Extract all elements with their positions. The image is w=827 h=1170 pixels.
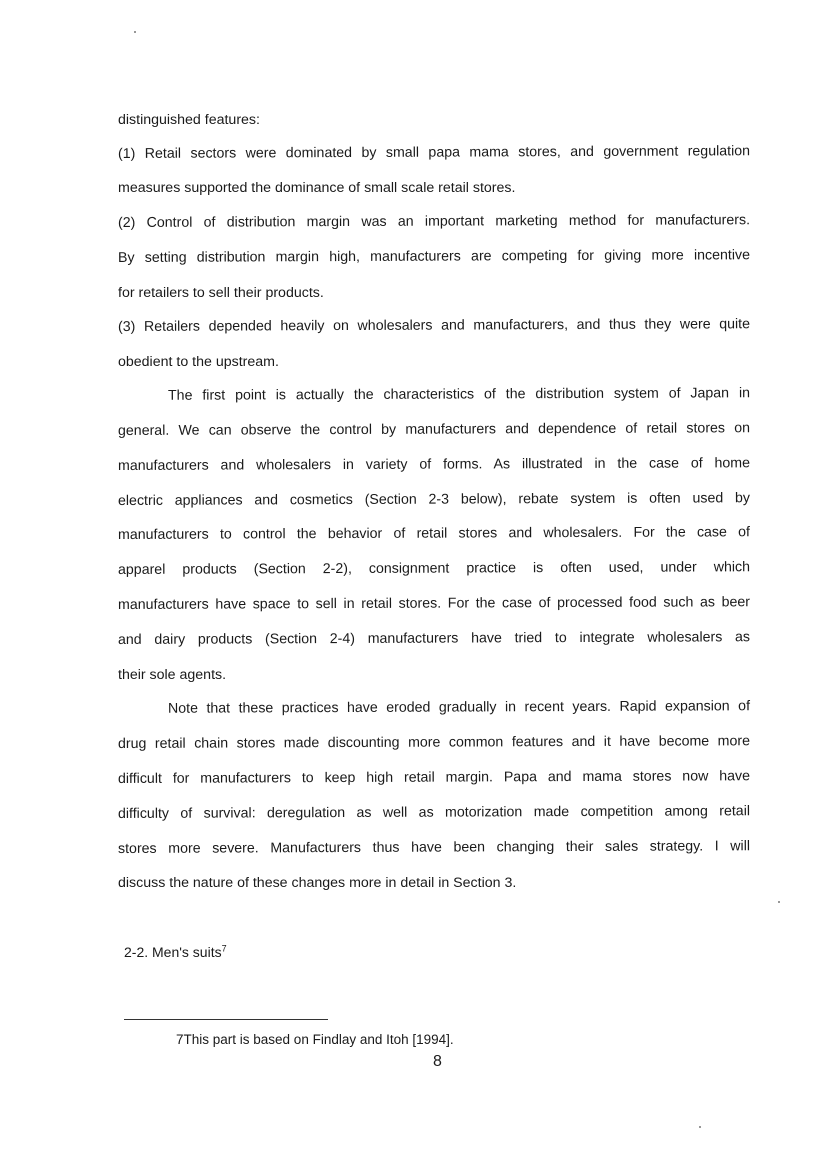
body-line: (2) Control of distribution margin was an important marketing method for manufacturers. — [117, 212, 751, 231]
body-line: discuss the nature of these changes more in detail in Section 3. — [118, 875, 517, 891]
body-line: difficult for manufacturers to keep high retail margin. Papa and mama stores now have — [117, 768, 751, 787]
footnote: 7This part is based on Findlay and Itoh [1994]. — [176, 1032, 454, 1047]
body-line: electric appliances and cosmetics (Section 2-3 below), rebate system is often used by — [117, 490, 751, 509]
body-line: for retailers to sell their products. — [118, 285, 324, 301]
body-line: (3) Retailers depended heavily on wholesalers and manufacturers, and thus they were quite — [117, 316, 751, 335]
body-line: manufacturers to control the behavior of retail stores and wholesalers. For the case of — [117, 524, 751, 543]
scan-speck — [699, 1126, 701, 1128]
body-line: drug retail chain stores made discounting more common features and it have become more — [117, 733, 751, 752]
scan-speck — [778, 901, 780, 903]
body-line: manufacturers have space to sell in retail stores. For the case of processed food such as beer — [117, 594, 751, 613]
section-heading-text: 2-2. Men's suits — [124, 944, 222, 960]
body-line: distinguished features: — [118, 112, 260, 128]
body-line: difficulty of survival: deregulation as well as motorization made competition among retail — [117, 803, 751, 822]
section-heading — [124, 944, 227, 960]
body-line: obedient to the upstream. — [118, 354, 279, 370]
body-line: manufacturers and wholesalers in variety of forms. As illustrated in the case of home — [117, 455, 751, 474]
body-line: general. We can observe the control by manufacturers and dependence of retail stores on — [117, 420, 751, 439]
page-number: 8 — [433, 1053, 442, 1070]
body-line: apparel products (Section 2-2), consignment practice is often used, under which — [117, 559, 751, 578]
body-line: By setting distribution margin high, manufacturers are competing for giving more incentive — [117, 247, 751, 266]
body-line: (1) Retail sectors were dominated by small papa mama stores, and government regulation — [117, 143, 751, 162]
body-line: stores more severe. Manufacturers thus have been changing their sales strategy. I will — [117, 838, 751, 857]
body-line: The first point is actually the characteristics of the distribution system of Japan in — [167, 385, 751, 404]
body-line: Note that these practices have eroded gradually in recent years. Rapid expansion of — [167, 698, 751, 717]
body-line: and dairy products (Section 2-4) manufacturers have tried to integrate wholesalers as — [117, 629, 751, 648]
footnote-divider — [124, 1019, 328, 1020]
body-line: measures supported the dominance of small scale retail stores. — [118, 180, 516, 196]
scan-speck — [134, 31, 136, 33]
body-line: their sole agents. — [118, 667, 227, 683]
footnote-mark: 7 — [221, 943, 227, 954]
